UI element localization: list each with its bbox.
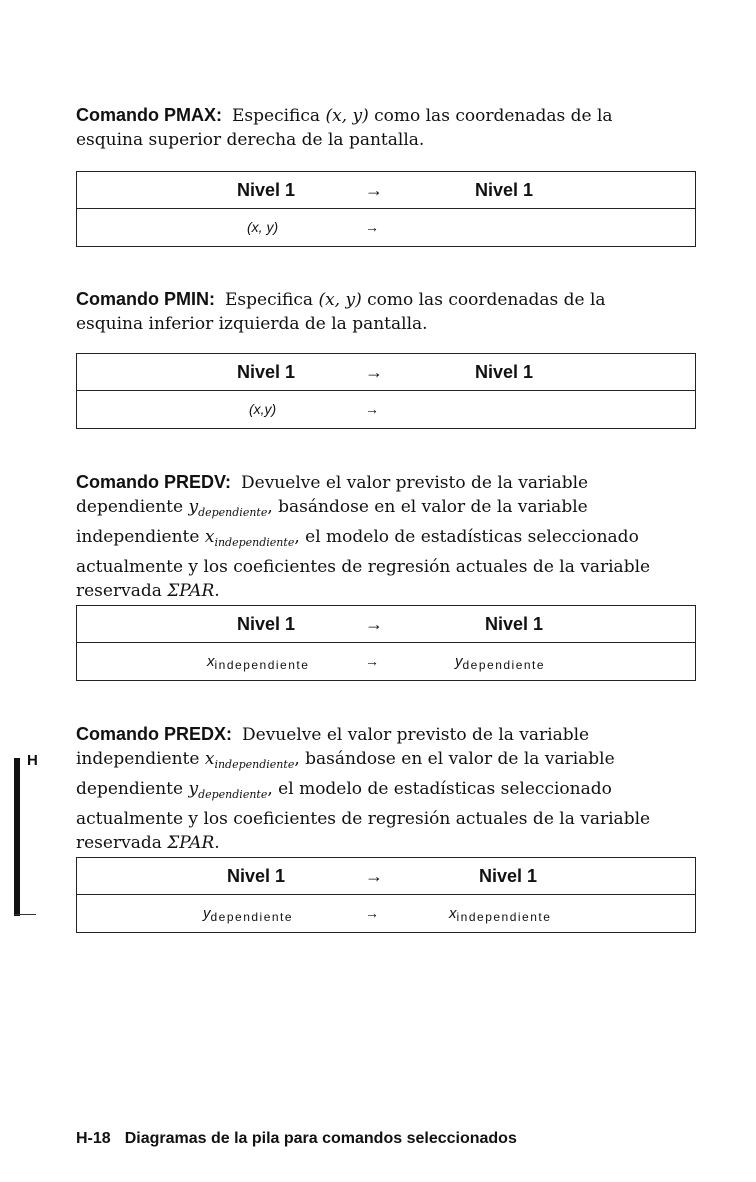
arrow-icon: →: [365, 614, 383, 634]
arrow-icon: →: [365, 219, 379, 235]
header-output-level: Nivel 1: [475, 362, 534, 382]
predv-description: Comando PREDV: Devuelve el valor previsto de la variable dependiente $y_{dependiente}$, basándose en el valor de la variable independiente $x_{independiente}$, el modelo de estadísticas seleccionado actualmente y los coeficientes de regresión actuales de la variable reservada ΣPAR.: [76, 472, 651, 601]
header-input-level: Nivel 1: [227, 866, 286, 886]
page-number: H-18: [76, 1130, 111, 1147]
footer-title: Diagramas de la pila para comandos seleccionados: [124, 1130, 517, 1147]
output-value: xindependiente: [449, 905, 552, 924]
header-output-level: Nivel 1: [479, 866, 538, 886]
table-row: [77, 643, 695, 680]
output-value: ydependiente: [455, 653, 546, 672]
stack-table-predx: [76, 857, 696, 933]
pmax-description: Comando PMAX: Especifica (x, y) como las coordenadas de la esquina superior derecha de la pantalla.: [76, 105, 613, 150]
table-row: [77, 391, 695, 428]
pmin-description: Comando PMIN: Especifica (x, y) como las coordenadas de la esquina inferior izquierda de la pantalla.: [76, 289, 606, 334]
input-value: (x, y): [247, 219, 279, 235]
section-tab-tick: [14, 914, 36, 915]
arrow-icon: →: [365, 866, 383, 886]
section-tab-letter: H: [27, 752, 38, 769]
predx-description: Comando PREDX: Devuelve el valor previsto de la variable independiente $x_{independiente}$, basándose en el valor de la variable dependiente $y_{dependiente}$, el modelo de estadísticas seleccionado actualmente y los coeficientes de regresión actuales de la variable reservada ΣPAR.: [76, 724, 651, 853]
arrow-icon: →: [365, 401, 379, 417]
header-input-level: Nivel 1: [237, 362, 296, 382]
table-row: [77, 209, 695, 246]
arrow-icon: →: [365, 180, 383, 200]
input-value: xindependiente: [207, 653, 310, 672]
header-input-level: Nivel 1: [237, 180, 296, 200]
stack-table-pmin: [76, 353, 696, 429]
table-header-row: [77, 606, 695, 643]
section-tab-bar: [14, 758, 20, 916]
table-row: [77, 895, 695, 932]
header-output-level: Nivel 1: [475, 180, 534, 200]
page-footer: [76, 1130, 517, 1148]
table-header-row: [77, 354, 695, 391]
arrow-icon: →: [365, 905, 379, 921]
command-name: Comando PREDX:: [76, 724, 233, 744]
command-name: Comando PREDV:: [76, 472, 232, 492]
stack-table-predv: [76, 605, 696, 681]
table-header-row: [77, 858, 695, 895]
header-input-level: Nivel 1: [237, 614, 296, 634]
input-value: (x,y): [249, 401, 277, 417]
command-name: Comando PMAX:: [76, 105, 222, 125]
arrow-icon: →: [365, 362, 383, 382]
stack-table-pmax: [76, 171, 696, 247]
table-header-row: [77, 172, 695, 209]
command-name: Comando PMIN:: [76, 289, 215, 309]
arrow-icon: →: [365, 653, 379, 669]
header-output-level: Nivel 1: [485, 614, 544, 634]
input-value: ydependiente: [203, 905, 294, 924]
